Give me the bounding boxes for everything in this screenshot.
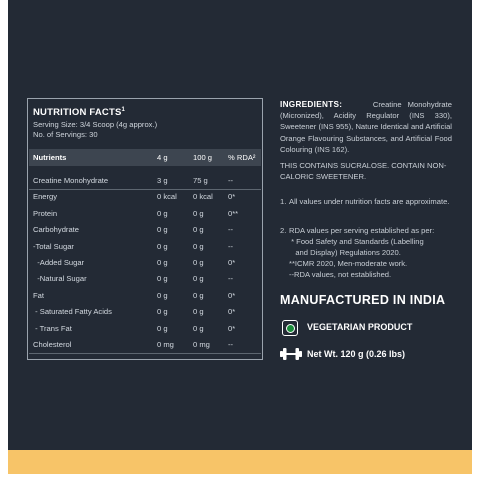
per-serving-value: 0 g [157,274,168,284]
rda-value: -- [228,274,234,284]
rda-value: 0** [228,208,239,218]
rda-value: 0* [228,290,236,300]
per-100g-value: 0 kcal [193,192,213,202]
nutrient-name: Protein [33,208,58,218]
table-row [29,321,261,337]
ingredients-text: Creatine Monohydrate (Micronized), Acidity Regulator (INS 330), Sweetener (INS 955), Nature Identical and Artificial Orange Flavouring Substances, and Artificial Food Colouring (INS 162). [280,100,452,154]
vegetarian-label: VEGETARIAN PRODUCT [307,322,413,332]
rda-value: -- [228,225,234,235]
serving-info [33,120,157,140]
per-serving-value: 3 g [157,176,168,185]
nutrition-title: NUTRITION FACTS$^1$ [33,107,126,119]
nutrient-name: -Natural Sugar [33,274,87,284]
per-100g-value: 0 mg [193,340,210,349]
rda-value: 0* [228,258,236,267]
table-row [29,189,261,205]
nutrient-name: Energy [33,192,58,202]
per-100g-value: 75 g [193,176,208,185]
sucralose-note: THIS CONTAINS SUCRALOSE. CONTAIN NON-CALORIC SWEETENER. [280,161,447,181]
nutrition-facts-table [27,98,263,360]
net-weight: Net Wt. 120 g (0.26 lbs) [307,349,406,359]
table-header [29,149,261,166]
ingredients-label: INGREDIENTS: [280,100,343,109]
per-serving-value: 0 g [157,208,168,218]
rda-value: 0* [228,307,236,317]
per-100g-value: 0 g [193,225,204,235]
header-nutrients: Nutrients [33,153,67,162]
per-100g-value: 0 g [193,208,204,218]
header-per-serving: 4 g [157,153,168,162]
table-row [29,337,261,353]
rda-value: -- [228,241,234,251]
manufactured-in-india: MANUFACTURED IN INDIA [280,293,446,307]
footnote-2: 2. RDA values per serving established as per: * Food Safety and Standards (Labelling and Display) Regulations 2020. **ICMR 2020, Men-moderate work. --RDA values, not established. [280,225,460,281]
ingredients-block [280,99,452,155]
rda-value: -- [228,176,234,185]
footnote-2-text: RDA values per serving established as per: * Food Safety and Standards (Labelling and Display) Regulations 2020. **ICMR 2020, Men-moderate work. --RDA values, not established. [289,226,435,279]
per-100g-value: 0 g [193,241,204,251]
per-serving-value: 0 g [157,290,168,300]
table-row [29,239,261,255]
footnote-1-text: All values under nutrition facts are approximate. [289,197,450,206]
table-row [29,271,261,287]
table-row [29,255,261,271]
nutrient-name: Carbohydrate [33,225,80,235]
per-serving-value: 0 g [157,258,168,267]
row-divider [29,353,261,354]
servings-count: No. of Servings: 30 [33,130,98,139]
table-row [29,222,261,238]
nutrient-name: Cholesterol [33,340,72,349]
per-100g-value: 0 g [193,323,204,333]
per-100g-value: 0 g [193,274,204,284]
header-per-100g: 100 g [193,153,213,162]
per-serving-value: 0 g [157,241,168,251]
per-serving-value: 0 g [157,225,168,235]
table-row [29,288,261,304]
nutrient-name: -Added Sugar [33,258,85,267]
nutrient-name: - Saturated Fatty Acids [33,307,112,317]
rda-value: -- [228,340,234,349]
nutrient-name: Creatine Monohydrate [33,176,109,185]
rda-value: 0* [228,192,236,202]
nutrient-name: -Total Sugar [33,241,74,251]
per-serving-value: 0 mg [157,340,174,349]
header-rda: % RDA² [228,153,256,162]
dumbbell-icon [280,347,302,361]
per-100g-value: 0 g [193,290,204,300]
table-row [29,304,261,320]
per-100g-value: 0 g [193,307,204,317]
table-row [29,173,261,189]
veg-mark-icon [282,320,298,336]
nutrient-name: Fat [33,290,44,300]
nutrient-name: - Trans Fat [33,323,72,333]
table-row [29,206,261,222]
per-serving-value: 0 g [157,307,168,317]
per-100g-value: 0 g [193,258,204,267]
serving-size: Serving Size: 3/4 Scoop (4g approx.) [33,120,158,129]
footnote-1: 1. All values under nutrition facts are approximate. [280,196,460,220]
bottom-stripe [8,450,472,474]
per-serving-value: 0 g [157,323,168,333]
rda-value: 0* [228,323,236,333]
per-serving-value: 0 kcal [157,192,177,202]
